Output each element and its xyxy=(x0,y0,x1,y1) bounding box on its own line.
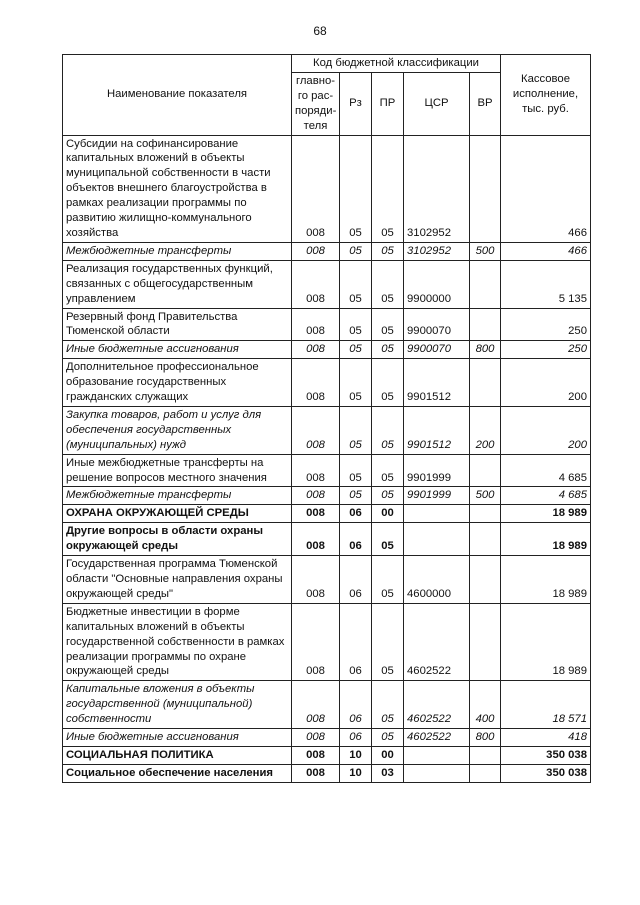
cell-rz: 10 xyxy=(340,746,372,764)
cell-rz: 05 xyxy=(340,406,372,454)
cell-vr xyxy=(470,260,501,308)
cell-gl: 008 xyxy=(292,487,340,505)
table-row xyxy=(63,681,591,729)
cell-name: Реализация государственных функций, связанных с общегосударственным управлением xyxy=(63,260,292,308)
header-name: Наименование показателя xyxy=(63,55,292,136)
cell-csr: 4602522 xyxy=(404,603,470,681)
cell-pr: 05 xyxy=(372,135,404,242)
cell-vr xyxy=(470,603,501,681)
cell-csr: 9901999 xyxy=(404,454,470,487)
cell-gl: 008 xyxy=(292,135,340,242)
table-body xyxy=(63,135,591,782)
cell-rz: 05 xyxy=(340,454,372,487)
cell-amount: 18 989 xyxy=(501,505,591,523)
cell-amount: 200 xyxy=(501,359,591,407)
cell-rz: 05 xyxy=(340,359,372,407)
cell-amount: 4 685 xyxy=(501,454,591,487)
cell-gl: 008 xyxy=(292,764,340,782)
table-row xyxy=(63,242,591,260)
cell-amount: 200 xyxy=(501,406,591,454)
cell-name: Иные бюджетные ассигнования xyxy=(63,341,292,359)
cell-amount: 250 xyxy=(501,341,591,359)
cell-csr: 4602522 xyxy=(404,681,470,729)
cell-vr xyxy=(470,505,501,523)
cell-amount: 18 989 xyxy=(501,556,591,604)
cell-name: Социальное обеспечение населения xyxy=(63,764,292,782)
cell-rz: 05 xyxy=(340,242,372,260)
cell-vr: 800 xyxy=(470,729,501,747)
cell-name: Субсидии на софинансирование капитальных вложений в объекты муниципальной собственности в части объектов внешнего благоустройства в рамках реализации программы по развитию жилищно-коммунального хозяйства xyxy=(63,135,292,242)
header-vr: ВР xyxy=(470,72,501,135)
cell-amount: 18 989 xyxy=(501,523,591,556)
cell-csr xyxy=(404,764,470,782)
header-code-group: Код бюджетной классификации xyxy=(292,55,501,73)
cell-amount: 418 xyxy=(501,729,591,747)
cell-vr: 500 xyxy=(470,242,501,260)
table-row xyxy=(63,523,591,556)
cell-name: Закупка товаров, работ и услуг для обеспечения государственных (муниципальных) нужд xyxy=(63,406,292,454)
table-row xyxy=(63,487,591,505)
cell-name: Резервный фонд Правительства Тюменской области xyxy=(63,308,292,341)
cell-name: Государственная программа Тюменской области "Основные направления охраны окружающей среды" xyxy=(63,556,292,604)
cell-rz: 06 xyxy=(340,729,372,747)
cell-csr xyxy=(404,505,470,523)
cell-pr: 05 xyxy=(372,681,404,729)
cell-rz: 06 xyxy=(340,523,372,556)
header-pr: ПР xyxy=(372,72,404,135)
cell-pr: 05 xyxy=(372,487,404,505)
cell-pr: 00 xyxy=(372,505,404,523)
cell-pr: 05 xyxy=(372,406,404,454)
header-amount: Кассовое исполнение, тыс. руб. xyxy=(501,55,591,136)
cell-rz: 05 xyxy=(340,135,372,242)
cell-pr: 05 xyxy=(372,523,404,556)
cell-amount: 250 xyxy=(501,308,591,341)
cell-vr: 800 xyxy=(470,341,501,359)
header-gl: главно-го рас-поряди-теля xyxy=(292,72,340,135)
cell-vr xyxy=(470,308,501,341)
cell-gl: 008 xyxy=(292,729,340,747)
table-row xyxy=(63,135,591,242)
cell-amount: 350 038 xyxy=(501,746,591,764)
cell-csr: 9900070 xyxy=(404,308,470,341)
cell-pr: 05 xyxy=(372,603,404,681)
table-row xyxy=(63,505,591,523)
cell-pr: 05 xyxy=(372,729,404,747)
cell-csr: 3102952 xyxy=(404,242,470,260)
cell-csr: 9901512 xyxy=(404,359,470,407)
header-rz: Рз xyxy=(340,72,372,135)
cell-name: ОХРАНА ОКРУЖАЮЩЕЙ СРЕДЫ xyxy=(63,505,292,523)
cell-gl: 008 xyxy=(292,260,340,308)
cell-gl: 008 xyxy=(292,556,340,604)
table-row xyxy=(63,603,591,681)
page-number: 68 xyxy=(313,24,327,38)
cell-gl: 008 xyxy=(292,406,340,454)
cell-name: Иные межбюджетные трансферты на решение вопросов местного значения xyxy=(63,454,292,487)
cell-csr: 9901999 xyxy=(404,487,470,505)
cell-vr xyxy=(470,135,501,242)
cell-gl: 008 xyxy=(292,681,340,729)
cell-amount: 5 135 xyxy=(501,260,591,308)
cell-vr: 400 xyxy=(470,681,501,729)
cell-rz: 05 xyxy=(340,308,372,341)
cell-rz: 05 xyxy=(340,341,372,359)
cell-csr: 4602522 xyxy=(404,729,470,747)
cell-rz: 06 xyxy=(340,505,372,523)
cell-vr: 200 xyxy=(470,406,501,454)
budget-table xyxy=(62,54,591,783)
cell-gl: 008 xyxy=(292,242,340,260)
cell-gl: 008 xyxy=(292,603,340,681)
cell-rz: 06 xyxy=(340,681,372,729)
cell-gl: 008 xyxy=(292,308,340,341)
cell-amount: 466 xyxy=(501,242,591,260)
cell-vr xyxy=(470,523,501,556)
cell-csr: 4600000 xyxy=(404,556,470,604)
cell-rz: 06 xyxy=(340,603,372,681)
header-csr: ЦСР xyxy=(404,72,470,135)
table-row xyxy=(63,308,591,341)
table-row xyxy=(63,556,591,604)
table-row xyxy=(63,729,591,747)
cell-amount: 18 989 xyxy=(501,603,591,681)
cell-pr: 05 xyxy=(372,341,404,359)
cell-gl: 008 xyxy=(292,359,340,407)
cell-vr xyxy=(470,764,501,782)
cell-name: Межбюджетные трансферты xyxy=(63,487,292,505)
cell-name: Иные бюджетные ассигнования xyxy=(63,729,292,747)
cell-name: Капитальные вложения в объекты государственной (муниципальной) собственности xyxy=(63,681,292,729)
cell-csr: 9901512 xyxy=(404,406,470,454)
cell-vr xyxy=(470,556,501,604)
cell-amount: 18 571 xyxy=(501,681,591,729)
table-row xyxy=(63,454,591,487)
cell-amount: 4 685 xyxy=(501,487,591,505)
table-row xyxy=(63,260,591,308)
cell-pr: 05 xyxy=(372,556,404,604)
cell-pr: 00 xyxy=(372,746,404,764)
cell-amount: 466 xyxy=(501,135,591,242)
cell-gl: 008 xyxy=(292,454,340,487)
cell-name: Дополнительное профессиональное образование государственных гражданских служащих xyxy=(63,359,292,407)
cell-pr: 05 xyxy=(372,242,404,260)
cell-pr: 05 xyxy=(372,454,404,487)
cell-vr xyxy=(470,359,501,407)
cell-vr xyxy=(470,454,501,487)
cell-rz: 05 xyxy=(340,487,372,505)
cell-gl: 008 xyxy=(292,746,340,764)
cell-vr xyxy=(470,746,501,764)
cell-rz: 06 xyxy=(340,556,372,604)
cell-csr xyxy=(404,523,470,556)
table-row xyxy=(63,359,591,407)
cell-csr: 9900070 xyxy=(404,341,470,359)
cell-name: Другие вопросы в области охраны окружающей среды xyxy=(63,523,292,556)
cell-pr: 05 xyxy=(372,308,404,341)
cell-name: Межбюджетные трансферты xyxy=(63,242,292,260)
cell-csr: 3102952 xyxy=(404,135,470,242)
cell-gl: 008 xyxy=(292,505,340,523)
cell-csr: 9900000 xyxy=(404,260,470,308)
cell-rz: 05 xyxy=(340,260,372,308)
cell-name: СОЦИАЛЬНАЯ ПОЛИТИКА xyxy=(63,746,292,764)
cell-rz: 10 xyxy=(340,764,372,782)
cell-pr: 05 xyxy=(372,260,404,308)
table-row xyxy=(63,764,591,782)
cell-gl: 008 xyxy=(292,523,340,556)
cell-gl: 008 xyxy=(292,341,340,359)
cell-name: Бюджетные инвестиции в форме капитальных вложений в объекты государственной собственности в рамках реализации программы по охране окружающей среды xyxy=(63,603,292,681)
cell-csr xyxy=(404,746,470,764)
table-row xyxy=(63,406,591,454)
table-row xyxy=(63,746,591,764)
cell-pr: 05 xyxy=(372,359,404,407)
cell-pr: 03 xyxy=(372,764,404,782)
cell-vr: 500 xyxy=(470,487,501,505)
cell-amount: 350 038 xyxy=(501,764,591,782)
table-row xyxy=(63,341,591,359)
